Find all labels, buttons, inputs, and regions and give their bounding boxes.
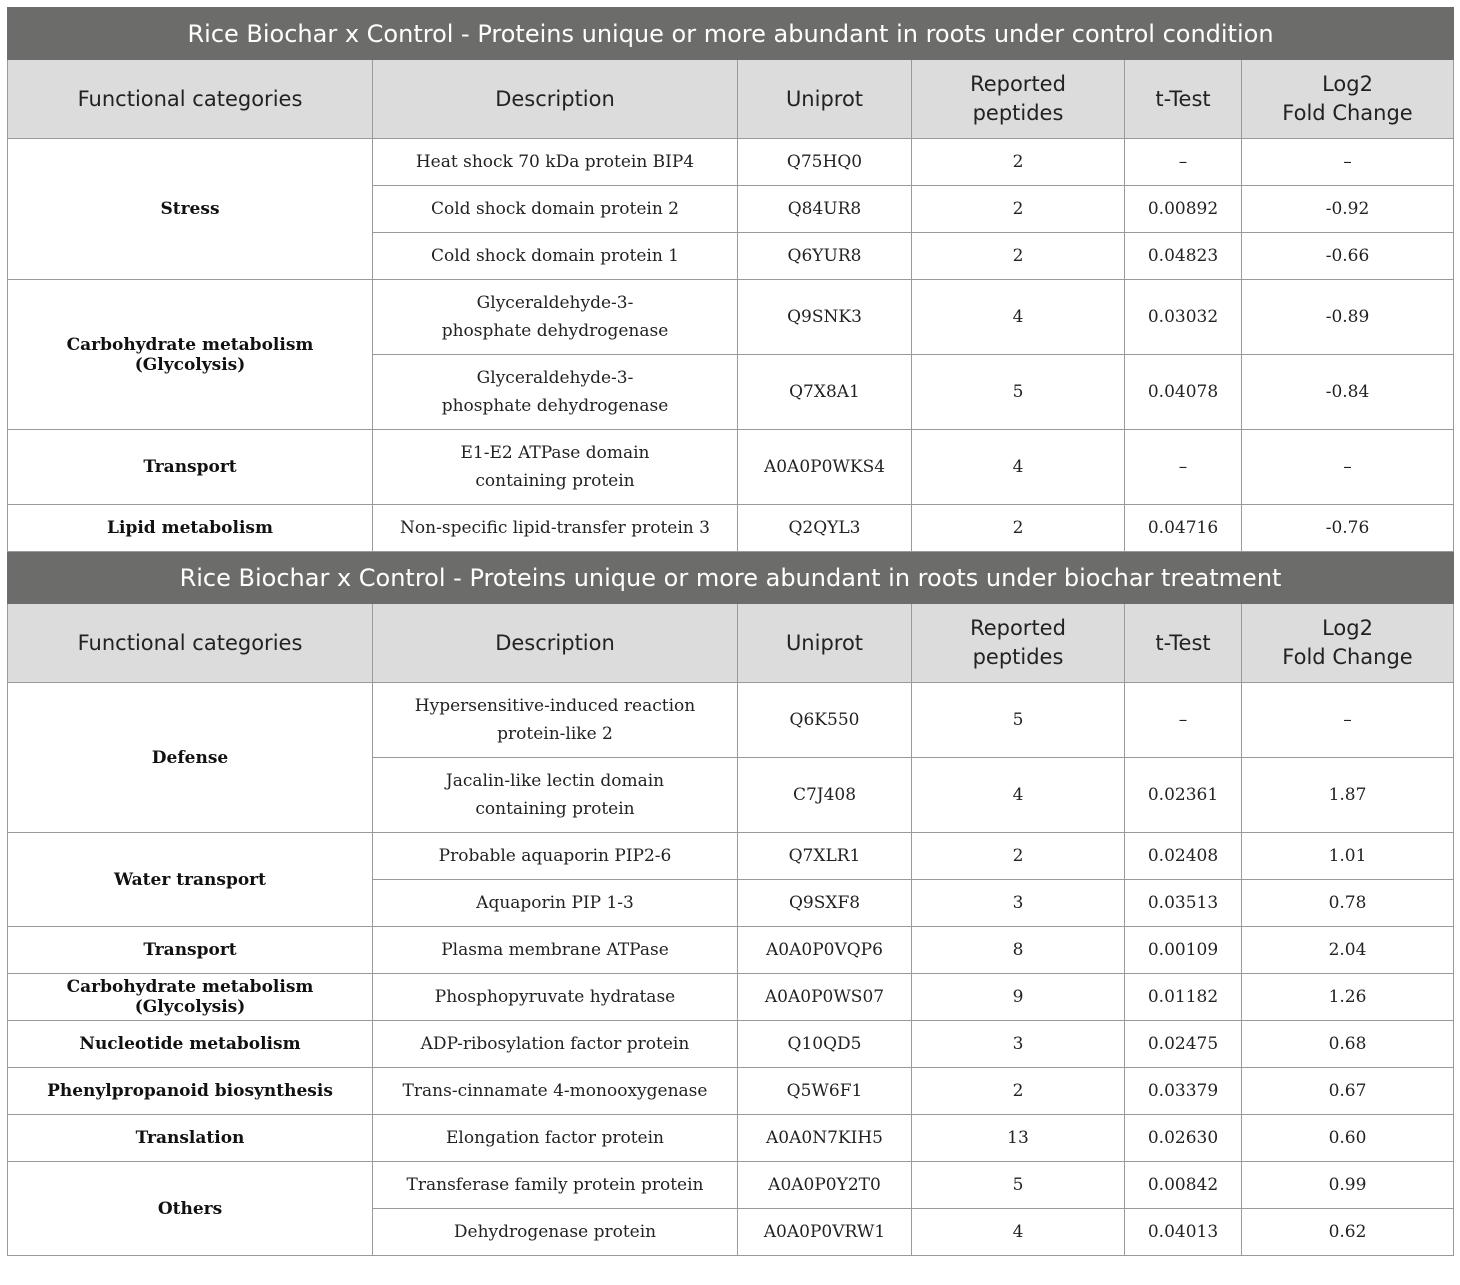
- table-row: [8, 1115, 1454, 1162]
- peptides-cell: 3: [912, 880, 1125, 927]
- uniprot-cell: C7J408: [738, 758, 912, 833]
- header-uniprot: Uniprot: [738, 60, 912, 139]
- peptides-cell: 2: [912, 233, 1125, 280]
- uniprot-cell: Q5W6F1: [738, 1068, 912, 1115]
- peptides-cell: 8: [912, 927, 1125, 974]
- description-cell: Cold shock domain protein 1: [373, 233, 738, 280]
- functional-category-cell: Carbohydrate metabolism (Glycolysis): [8, 280, 373, 430]
- uniprot-cell: Q7XLR1: [738, 833, 912, 880]
- description-cell: Aquaporin PIP 1-3: [373, 880, 738, 927]
- column-header-row: [8, 60, 1454, 139]
- t-test-cell: –: [1125, 430, 1242, 505]
- header-description: Description: [373, 60, 738, 139]
- log2-fold-change-cell: 1.01: [1242, 833, 1454, 880]
- log2-fold-change-cell: -0.76: [1242, 505, 1454, 552]
- header-functional-categories: Functional categories: [8, 60, 373, 139]
- uniprot-cell: A0A0N7KIH5: [738, 1115, 912, 1162]
- section-title-row: [8, 552, 1454, 604]
- t-test-cell: 0.00892: [1125, 186, 1242, 233]
- uniprot-cell: Q84UR8: [738, 186, 912, 233]
- t-test-cell: 0.04823: [1125, 233, 1242, 280]
- uniprot-cell: Q9SXF8: [738, 880, 912, 927]
- peptides-cell: 4: [912, 758, 1125, 833]
- functional-category-cell: Stress: [8, 139, 373, 280]
- uniprot-cell: A0A0P0Y2T0: [738, 1162, 912, 1209]
- functional-category-cell: Others: [8, 1162, 373, 1256]
- t-test-cell: 0.04078: [1125, 355, 1242, 430]
- peptides-cell: 5: [912, 355, 1125, 430]
- description-cell: ADP-ribosylation factor protein: [373, 1021, 738, 1068]
- t-test-cell: 0.00109: [1125, 927, 1242, 974]
- functional-category-cell: Translation: [8, 1115, 373, 1162]
- description-cell: Glyceraldehyde-3- phosphate dehydrogenase: [373, 280, 738, 355]
- peptides-cell: 9: [912, 974, 1125, 1021]
- uniprot-cell: A0A0P0WS07: [738, 974, 912, 1021]
- description-cell: Heat shock 70 kDa protein BIP4: [373, 139, 738, 186]
- uniprot-cell: A0A0P0VRW1: [738, 1209, 912, 1256]
- peptides-cell: 2: [912, 139, 1125, 186]
- log2-fold-change-cell: –: [1242, 139, 1454, 186]
- table-row: [8, 927, 1454, 974]
- peptides-cell: 2: [912, 833, 1125, 880]
- log2-fold-change-cell: -0.84: [1242, 355, 1454, 430]
- functional-category-cell: Carbohydrate metabolism (Glycolysis): [8, 974, 373, 1021]
- t-test-cell: 0.03032: [1125, 280, 1242, 355]
- header-log2-fold-change: Log2 Fold Change: [1242, 60, 1454, 139]
- uniprot-cell: Q6YUR8: [738, 233, 912, 280]
- description-cell: Trans-cinnamate 4-monooxygenase: [373, 1068, 738, 1115]
- functional-category-cell: Transport: [8, 430, 373, 505]
- section-title-row: [8, 8, 1454, 60]
- description-cell: Cold shock domain protein 2: [373, 186, 738, 233]
- description-cell: Hypersensitive-induced reaction protein-like 2: [373, 683, 738, 758]
- header-description: Description: [373, 604, 738, 683]
- uniprot-cell: Q6K550: [738, 683, 912, 758]
- table-row: [8, 1068, 1454, 1115]
- description-cell: Non-specific lipid-transfer protein 3: [373, 505, 738, 552]
- header-uniprot: Uniprot: [738, 604, 912, 683]
- description-cell: Elongation factor protein: [373, 1115, 738, 1162]
- log2-fold-change-cell: 1.26: [1242, 974, 1454, 1021]
- peptides-cell: 2: [912, 1068, 1125, 1115]
- t-test-cell: 0.00842: [1125, 1162, 1242, 1209]
- table-row: [8, 505, 1454, 552]
- log2-fold-change-cell: 2.04: [1242, 927, 1454, 974]
- t-test-cell: 0.03513: [1125, 880, 1242, 927]
- table-body: [8, 8, 1454, 1256]
- log2-fold-change-cell: 0.99: [1242, 1162, 1454, 1209]
- description-cell: Jacalin-like lectin domain containing protein: [373, 758, 738, 833]
- peptides-cell: 5: [912, 683, 1125, 758]
- description-cell: Glyceraldehyde-3- phosphate dehydrogenase: [373, 355, 738, 430]
- functional-category-cell: Lipid metabolism: [8, 505, 373, 552]
- header-log2-fold-change: Log2 Fold Change: [1242, 604, 1454, 683]
- protein-table-container: [7, 7, 1453, 1256]
- log2-fold-change-cell: –: [1242, 430, 1454, 505]
- t-test-cell: 0.01182: [1125, 974, 1242, 1021]
- description-cell: E1-E2 ATPase domain containing protein: [373, 430, 738, 505]
- header-reported-peptides: Reported peptides: [912, 60, 1125, 139]
- peptides-cell: 4: [912, 280, 1125, 355]
- peptides-cell: 2: [912, 505, 1125, 552]
- peptides-cell: 4: [912, 1209, 1125, 1256]
- table-row: [8, 280, 1454, 355]
- table-row: [8, 1021, 1454, 1068]
- functional-category-cell: Phenylpropanoid biosynthesis: [8, 1068, 373, 1115]
- t-test-cell: 0.04013: [1125, 1209, 1242, 1256]
- table-row: [8, 833, 1454, 880]
- header-functional-categories: Functional categories: [8, 604, 373, 683]
- log2-fold-change-cell: 0.78: [1242, 880, 1454, 927]
- t-test-cell: 0.02408: [1125, 833, 1242, 880]
- header-t-test: t-Test: [1125, 60, 1242, 139]
- header-reported-peptides: Reported peptides: [912, 604, 1125, 683]
- table-row: [8, 1162, 1454, 1209]
- table-row: [8, 430, 1454, 505]
- uniprot-cell: Q75HQ0: [738, 139, 912, 186]
- log2-fold-change-cell: 0.60: [1242, 1115, 1454, 1162]
- table-row: [8, 974, 1454, 1021]
- log2-fold-change-cell: 0.62: [1242, 1209, 1454, 1256]
- log2-fold-change-cell: -0.89: [1242, 280, 1454, 355]
- header-t-test: t-Test: [1125, 604, 1242, 683]
- protein-abundance-table: [7, 7, 1454, 1256]
- table-row: [8, 139, 1454, 186]
- description-cell: Phosphopyruvate hydratase: [373, 974, 738, 1021]
- uniprot-cell: Q2QYL3: [738, 505, 912, 552]
- t-test-cell: 0.02361: [1125, 758, 1242, 833]
- column-header-row: [8, 604, 1454, 683]
- log2-fold-change-cell: 0.68: [1242, 1021, 1454, 1068]
- description-cell: Plasma membrane ATPase: [373, 927, 738, 974]
- uniprot-cell: A0A0P0WKS4: [738, 430, 912, 505]
- description-cell: Dehydrogenase protein: [373, 1209, 738, 1256]
- t-test-cell: 0.03379: [1125, 1068, 1242, 1115]
- peptides-cell: 4: [912, 430, 1125, 505]
- table-row: [8, 683, 1454, 758]
- log2-fold-change-cell: –: [1242, 683, 1454, 758]
- uniprot-cell: Q9SNK3: [738, 280, 912, 355]
- peptides-cell: 3: [912, 1021, 1125, 1068]
- description-cell: Probable aquaporin PIP2-6: [373, 833, 738, 880]
- functional-category-cell: Defense: [8, 683, 373, 833]
- log2-fold-change-cell: 0.67: [1242, 1068, 1454, 1115]
- log2-fold-change-cell: -0.66: [1242, 233, 1454, 280]
- section-title: Rice Biochar x Control - Proteins unique or more abundant in roots under control condition: [8, 8, 1454, 60]
- uniprot-cell: A0A0P0VQP6: [738, 927, 912, 974]
- peptides-cell: 5: [912, 1162, 1125, 1209]
- t-test-cell: –: [1125, 139, 1242, 186]
- t-test-cell: 0.02475: [1125, 1021, 1242, 1068]
- peptides-cell: 2: [912, 186, 1125, 233]
- description-cell: Transferase family protein protein: [373, 1162, 738, 1209]
- log2-fold-change-cell: 1.87: [1242, 758, 1454, 833]
- peptides-cell: 13: [912, 1115, 1125, 1162]
- functional-category-cell: Nucleotide metabolism: [8, 1021, 373, 1068]
- uniprot-cell: Q7X8A1: [738, 355, 912, 430]
- t-test-cell: 0.02630: [1125, 1115, 1242, 1162]
- functional-category-cell: Transport: [8, 927, 373, 974]
- log2-fold-change-cell: -0.92: [1242, 186, 1454, 233]
- t-test-cell: –: [1125, 683, 1242, 758]
- section-title: Rice Biochar x Control - Proteins unique or more abundant in roots under biochar treatment: [8, 552, 1454, 604]
- t-test-cell: 0.04716: [1125, 505, 1242, 552]
- uniprot-cell: Q10QD5: [738, 1021, 912, 1068]
- functional-category-cell: Water transport: [8, 833, 373, 927]
